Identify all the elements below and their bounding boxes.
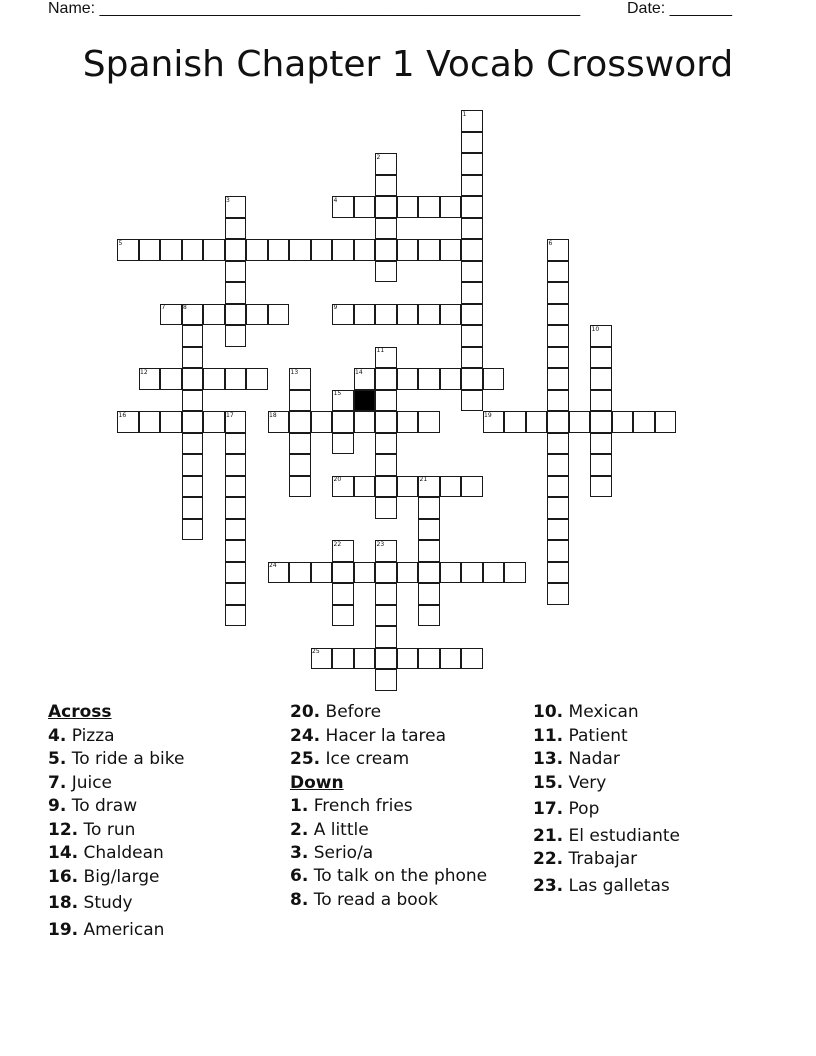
grid-cell[interactable] — [590, 390, 612, 412]
clue-across-14: 14. Chaldean — [48, 843, 164, 863]
grid-cell[interactable] — [354, 239, 376, 261]
grid-cell[interactable] — [354, 562, 376, 584]
clue-number-17: 17 — [226, 411, 234, 419]
grid-cell[interactable] — [182, 454, 204, 476]
grid-cell[interactable] — [182, 519, 204, 541]
clue-across-24: 24. Hacer la tarea — [290, 725, 447, 746]
grid-cell[interactable] — [547, 368, 569, 390]
grid-cell[interactable] — [225, 282, 247, 304]
grid-cell[interactable] — [354, 476, 376, 498]
clue-number-8: 8 — [183, 304, 187, 311]
clue-down-17: 17. Pop — [533, 799, 600, 819]
clue-across-20: 20. Before — [290, 702, 382, 722]
grid-cell[interactable] — [311, 411, 333, 433]
grid-cell[interactable] — [504, 411, 526, 433]
clue-number-23: 23 — [376, 540, 385, 548]
grid-cell[interactable] — [225, 261, 247, 283]
grid-cell[interactable] — [289, 239, 311, 261]
grid-cell[interactable] — [375, 476, 397, 498]
grid-cell[interactable] — [332, 239, 354, 261]
grid-cell[interactable] — [397, 368, 419, 390]
grid-cell[interactable] — [547, 433, 569, 455]
clue-number-5: 5 — [118, 239, 123, 247]
grid-cell[interactable] — [225, 304, 247, 326]
grid-cell[interactable] — [203, 239, 225, 261]
clue-number-21: 21 — [419, 476, 428, 483]
grid-cell[interactable] — [182, 368, 204, 390]
grid-cell[interactable] — [225, 368, 247, 390]
clue-down-8: 8. To read a book — [290, 890, 438, 910]
grid-cell[interactable] — [418, 411, 440, 433]
clue-across-4: 4. Pizza — [48, 725, 115, 746]
grid-cell[interactable] — [547, 325, 569, 347]
grid-cell[interactable] — [375, 433, 397, 455]
grid-cell[interactable] — [504, 562, 526, 584]
grid-cell[interactable] — [225, 497, 247, 519]
grid-cell[interactable] — [375, 497, 397, 519]
grid-cell[interactable] — [375, 239, 397, 261]
grid-cell[interactable] — [375, 261, 397, 283]
grid-cell[interactable] — [418, 239, 440, 261]
grid-cell[interactable] — [547, 562, 569, 584]
clue-number-2: 2 — [376, 153, 381, 161]
grid-cell[interactable] — [569, 411, 591, 433]
grid-cell[interactable] — [268, 304, 290, 326]
grid-cell[interactable] — [397, 476, 419, 498]
down-heading: Down — [290, 772, 344, 793]
grid-cell[interactable] — [139, 411, 161, 433]
grid-cell[interactable] — [440, 476, 462, 498]
clue-down-21: 21. El estudiante — [533, 825, 680, 846]
grid-cell[interactable] — [418, 605, 440, 627]
clue-number-7: 7 — [161, 304, 166, 311]
grid-cell[interactable] — [225, 476, 247, 498]
clue-down-6: 6. To talk on the phone — [290, 865, 488, 886]
grid-cell[interactable] — [375, 196, 397, 218]
grid-cell[interactable] — [440, 368, 462, 390]
grid-cell[interactable] — [268, 239, 290, 261]
clue-number-13: 13 — [290, 368, 299, 376]
grid-cell[interactable] — [289, 562, 311, 584]
grid-cell[interactable] — [440, 648, 462, 670]
clues-column-2 — [290, 701, 490, 913]
clue-down-11: 11. Patient — [533, 725, 628, 746]
grid-cell[interactable] — [289, 411, 311, 433]
grid-cell[interactable] — [461, 347, 483, 369]
grid-cell[interactable] — [160, 368, 182, 390]
grid-cell[interactable] — [483, 562, 505, 584]
clue-down-13: 13. Nadar — [533, 749, 620, 769]
grid-cell[interactable] — [590, 411, 612, 433]
clue-down-10: 10. Mexican — [533, 702, 639, 722]
clue-number-10: 10 — [591, 325, 600, 333]
grid-cell[interactable] — [461, 175, 483, 197]
grid-cell[interactable] — [461, 239, 483, 261]
grid-cell[interactable] — [483, 368, 505, 390]
grid-cell[interactable] — [547, 304, 569, 326]
clue-number-24: 24 — [269, 562, 277, 569]
grid-cell[interactable] — [354, 304, 376, 326]
grid-cell[interactable] — [225, 239, 247, 261]
grid-cell[interactable] — [418, 583, 440, 605]
grid-cell[interactable] — [246, 368, 268, 390]
grid-cell[interactable] — [225, 519, 247, 541]
clue-number-11: 11 — [376, 347, 385, 354]
grid-cell[interactable] — [547, 411, 569, 433]
grid-cell[interactable] — [203, 304, 225, 326]
clue-number-1: 1 — [462, 110, 467, 118]
grid-cell[interactable] — [418, 562, 440, 584]
grid-cell[interactable] — [375, 368, 397, 390]
grid-cell[interactable] — [225, 562, 247, 584]
grid-cell[interactable] — [397, 411, 419, 433]
grid-cell[interactable] — [375, 218, 397, 240]
clue-across-19: 19. American — [48, 919, 165, 940]
grid-cell[interactable] — [375, 669, 397, 691]
grid-cell[interactable] — [590, 347, 612, 369]
grid-cell[interactable] — [461, 648, 483, 670]
grid-cell[interactable] — [418, 519, 440, 541]
grid-cell[interactable] — [332, 583, 354, 605]
grid-cell[interactable] — [461, 304, 483, 326]
grid-cell[interactable] — [397, 239, 419, 261]
grid-cell[interactable] — [461, 282, 483, 304]
clue-down-2: 2. A little — [290, 819, 369, 840]
grid-cell[interactable] — [418, 648, 440, 670]
clue-number-14: 14 — [355, 368, 363, 376]
grid-cell[interactable] — [311, 239, 333, 261]
clue-down-1: 1. French fries — [290, 796, 413, 816]
grid-cell[interactable] — [418, 304, 440, 326]
grid-cell[interactable] — [375, 648, 397, 670]
grid-cell[interactable] — [418, 196, 440, 218]
grid-cell[interactable] — [461, 196, 483, 218]
grid-cell[interactable] — [461, 476, 483, 498]
grid-cell[interactable] — [397, 562, 419, 584]
grid-cell[interactable] — [440, 196, 462, 218]
grid-cell[interactable] — [547, 540, 569, 562]
grid-cell[interactable] — [182, 239, 204, 261]
grid-cell[interactable] — [246, 304, 268, 326]
grid-cell[interactable] — [139, 239, 161, 261]
clue-across-18: 18. Study — [48, 893, 133, 913]
grid-cell[interactable] — [225, 605, 247, 627]
black-cell — [354, 390, 376, 412]
grid-cell[interactable] — [289, 476, 311, 498]
grid-cell[interactable] — [182, 411, 204, 433]
clue-across-7: 7. Juice — [48, 772, 113, 793]
clue-down-15: 15. Very — [533, 772, 607, 793]
grid-cell[interactable] — [354, 411, 376, 433]
grid-cell[interactable] — [375, 304, 397, 326]
grid-cell[interactable] — [397, 648, 419, 670]
clue-number-12: 12 — [140, 368, 148, 376]
grid-cell[interactable] — [547, 261, 569, 283]
grid-cell[interactable] — [332, 411, 354, 433]
grid-cell[interactable] — [461, 218, 483, 240]
page-title: Spanish Chapter 1 Vocab Crossword — [82, 44, 734, 85]
grid-cell[interactable] — [225, 218, 247, 240]
grid-cell[interactable] — [246, 239, 268, 261]
grid-cell[interactable] — [440, 562, 462, 584]
clue-across-12: 12. To run — [48, 819, 136, 840]
grid-cell[interactable] — [160, 239, 182, 261]
grid-cell[interactable] — [375, 562, 397, 584]
grid-cell[interactable] — [289, 390, 311, 412]
clue-across-9: 9. To draw — [48, 796, 138, 816]
grid-cell[interactable] — [225, 454, 247, 476]
grid-cell[interactable] — [547, 347, 569, 369]
clue-across-25: 25. Ice cream — [290, 749, 410, 769]
grid-cell[interactable] — [461, 261, 483, 283]
grid-cell[interactable] — [590, 476, 612, 498]
grid-cell[interactable] — [182, 325, 204, 347]
grid-cell[interactable] — [461, 390, 483, 412]
grid-cell[interactable] — [160, 411, 182, 433]
grid-cell[interactable] — [547, 583, 569, 605]
grid-cell[interactable] — [311, 562, 333, 584]
grid-cell[interactable] — [225, 583, 247, 605]
clue-number-18: 18 — [269, 411, 277, 419]
clue-down-23: 23. Las galletas — [533, 875, 670, 896]
grid-cell[interactable] — [354, 648, 376, 670]
across-heading: Across — [48, 702, 112, 722]
grid-cell[interactable] — [440, 304, 462, 326]
grid-cell[interactable] — [547, 476, 569, 498]
grid-cell[interactable] — [375, 411, 397, 433]
grid-cell[interactable] — [289, 454, 311, 476]
grid-cell[interactable] — [225, 433, 247, 455]
grid-cell[interactable] — [375, 605, 397, 627]
grid-cell[interactable] — [547, 519, 569, 541]
clue-across-5: 5. To ride a bike — [48, 749, 185, 769]
clue-down-3: 3. Serio/a — [290, 843, 374, 863]
clues-column-1 — [48, 701, 184, 942]
clue-number-3: 3 — [226, 196, 230, 204]
grid-cell[interactable] — [612, 411, 634, 433]
grid-cell[interactable] — [590, 433, 612, 455]
clue-number-9: 9 — [333, 304, 338, 311]
grid-cell[interactable] — [418, 368, 440, 390]
grid-cell[interactable] — [182, 433, 204, 455]
grid-cell[interactable] — [461, 132, 483, 154]
grid-cell[interactable] — [397, 196, 419, 218]
grid-cell[interactable] — [182, 476, 204, 498]
grid-cell[interactable] — [375, 626, 397, 648]
grid-cell[interactable] — [289, 433, 311, 455]
grid-cell[interactable] — [655, 411, 677, 433]
clue-number-19: 19 — [484, 411, 492, 419]
grid-cell[interactable] — [397, 304, 419, 326]
clue-number-20: 20 — [333, 476, 342, 483]
grid-cell[interactable] — [461, 153, 483, 175]
grid-cell[interactable] — [225, 325, 247, 347]
clue-number-22: 22 — [333, 540, 342, 548]
clue-number-6: 6 — [548, 239, 553, 247]
grid-cell[interactable] — [332, 648, 354, 670]
grid-cell[interactable] — [461, 325, 483, 347]
grid-cell[interactable] — [375, 583, 397, 605]
grid-cell[interactable] — [225, 540, 247, 562]
date-field[interactable]: Date: _______ — [627, 0, 732, 17]
grid-cell[interactable] — [182, 347, 204, 369]
clue-number-4: 4 — [333, 196, 338, 204]
clues-column-3 — [533, 701, 680, 898]
grid-cell[interactable] — [547, 497, 569, 519]
clue-number-15: 15 — [333, 390, 342, 397]
grid-cell[interactable] — [332, 605, 354, 627]
grid-cell[interactable] — [461, 368, 483, 390]
grid-cell[interactable] — [547, 390, 569, 412]
grid-cell[interactable] — [182, 497, 204, 519]
grid-cell[interactable] — [332, 562, 354, 584]
grid-cell[interactable] — [375, 454, 397, 476]
clue-down-22: 22. Trabajar — [533, 849, 638, 869]
grid-cell[interactable] — [461, 562, 483, 584]
grid-cell[interactable] — [375, 175, 397, 197]
grid-cell[interactable] — [633, 411, 655, 433]
grid-cell[interactable] — [418, 540, 440, 562]
grid-cell[interactable] — [418, 497, 440, 519]
grid-cell[interactable] — [182, 390, 204, 412]
grid-cell[interactable] — [526, 411, 548, 433]
grid-cell[interactable] — [440, 239, 462, 261]
grid-cell[interactable] — [547, 282, 569, 304]
grid-cell[interactable] — [203, 368, 225, 390]
grid-cell[interactable] — [547, 454, 569, 476]
grid-cell[interactable] — [590, 368, 612, 390]
grid-cell[interactable] — [354, 196, 376, 218]
name-field[interactable]: Name: ______________________________________________________ — [48, 0, 581, 17]
clue-across-16: 16. Big/large — [48, 866, 160, 887]
grid-cell[interactable] — [375, 390, 397, 412]
grid-cell[interactable] — [332, 433, 354, 455]
clue-number-16: 16 — [118, 411, 127, 419]
grid-cell[interactable] — [203, 411, 225, 433]
grid-cell[interactable] — [590, 454, 612, 476]
clue-number-25: 25 — [312, 648, 320, 655]
